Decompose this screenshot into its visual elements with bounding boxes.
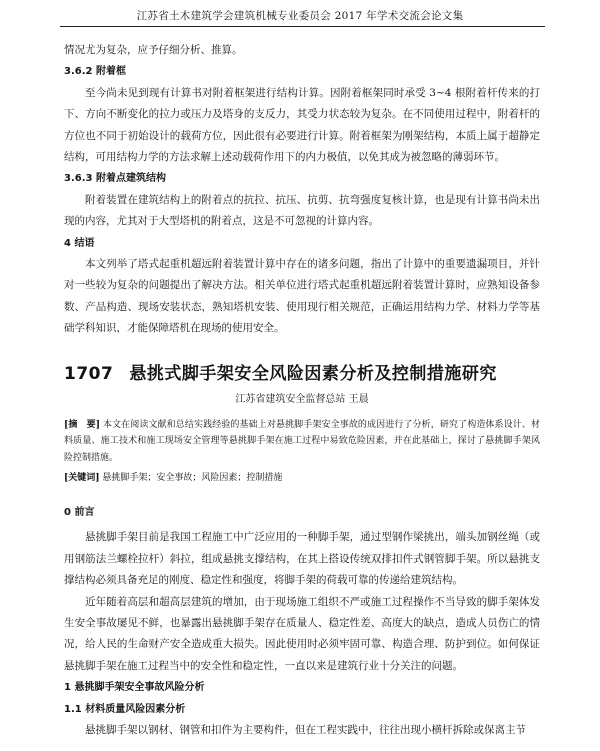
keywords-text: 悬挑脚手架；安全事故；风险因素；控制措施 (102, 473, 283, 483)
paragraph-3-6-2: 至今尚未见到现有计算书对附着框架进行结构计算。因附着框架同时承受 3~4 根附着杆传来的打下、方向不断变化的拉力或压力及塔身的支反力，其受力状态较为复杂。在不同使用过程中，附着杆的方位也不同于初始设计的载荷方位，因此很有必要进行计算。附着框架为刚架结构，本质上属于超静定结构，可用结构力学的方法求解上述动载荷作用下的内力极值，以免其成为被忽略的薄弱环节。 (64, 86, 540, 164)
heading-1-1: 1.1 材料质量风险因素分析 (64, 703, 186, 715)
article-title-text: 悬挑式脚手架安全风险因素分析及控制措施研究 (129, 363, 497, 384)
heading-4-conclusion: 4 结语 (64, 237, 95, 249)
keywords (64, 470, 540, 486)
article-number: 1707 (64, 363, 114, 384)
paragraph-1-1: 悬挑脚手架以钢材、钢管和扣件为主要构件，但在工程实践中，往往出现小横杆拆除或保离主节 (85, 724, 526, 737)
heading-3-6-2: 3.6.2 附着框 (64, 66, 126, 78)
heading-3-6-3: 3.6.3 附着点建筑结构 (64, 173, 166, 185)
heading-1: 1 悬挑脚手架安全事故风险分析 (64, 682, 205, 694)
page-body (64, 40, 540, 741)
paragraph-preface-1: 悬挑脚手架目前是我国工程施工中广泛应用的一种脚手架，通过型钢作梁挑出，端头加钢丝绳（或用钢筋法兰螺栓拉杆）斜拉，组成悬挑支撑结构，在其上搭设传统双排扣件式钢管脚手架。所以悬挑支撑结构必须具备充足的刚度、稳定性和强度，将脚手架的荷载可靠的传递给建筑结构。 (64, 531, 540, 587)
article-author: 江苏省建筑安全监督总站 王晨 (235, 394, 369, 406)
abstract-label: [摘 要] (64, 419, 100, 430)
continued-paragraph: 情况尤为复杂，应予仔细分析、推算。 (64, 44, 243, 56)
paragraph-3-6-3: 附着装置在建筑结构上的附着点的抗拉、抗压、抗剪、抗弯强度复核计算，也是现有计算书尚未出现的内容，尤其对于大型塔机的附着点，这是不可忽视的计算内容。 (64, 193, 540, 228)
heading-0-preface: 0 前言 (64, 507, 95, 518)
paragraph-preface-2: 近年随着高层和超高层建筑的增加，由于现场施工组织不严或施工过程操作不当导致的脚手架体发生安全事故屡见不鲜，也暴露出悬挑脚手架存在质量人、稳定性差、高度大的缺点，造成人员伤亡的情况，给人民的生命财产安全造成重大损失。因此使用时必须牢固可靠、构造合理、防护到位。如何保证悬挑脚手架在施工过程当中的安全性和稳定性，一直以来是建筑行业十分关注的问题。 (64, 595, 540, 672)
abstract-text: 本文在阅读文献和总结实践经验的基础上对悬挑脚手架安全事故的成因进行了分析，研究了构造体系设计、材料质量、施工技术和施工现场安全管理等悬挑脚手架在施工过程中易致危险因素，并在此基础上，探讨了悬挑脚手架风险控制措施。 (64, 419, 540, 463)
paragraph-conclusion: 本文列举了塔式起重机超远附着装置计算中存在的诸多问题，指出了计算中的重要遗漏项目，并针对一些较为复杂的问题提出了解决方法。相关单位进行塔式起重机超远附着装置计算时，应熟知设备参数、产品构造、现场安装状态，熟知塔机安装、使用现行相关规范，正确运用结构力学、材料力学等基础学科知识，才能保障塔机在现场的使用安全。 (64, 258, 540, 335)
running-header: 江苏省土木建筑学会建筑机械专业委员会 2017 年学术交流会论文集 (136, 10, 464, 22)
article-title (64, 364, 540, 385)
header-divider (60, 26, 545, 27)
abstract (64, 417, 540, 467)
keywords-label: [关键词] (64, 473, 100, 483)
